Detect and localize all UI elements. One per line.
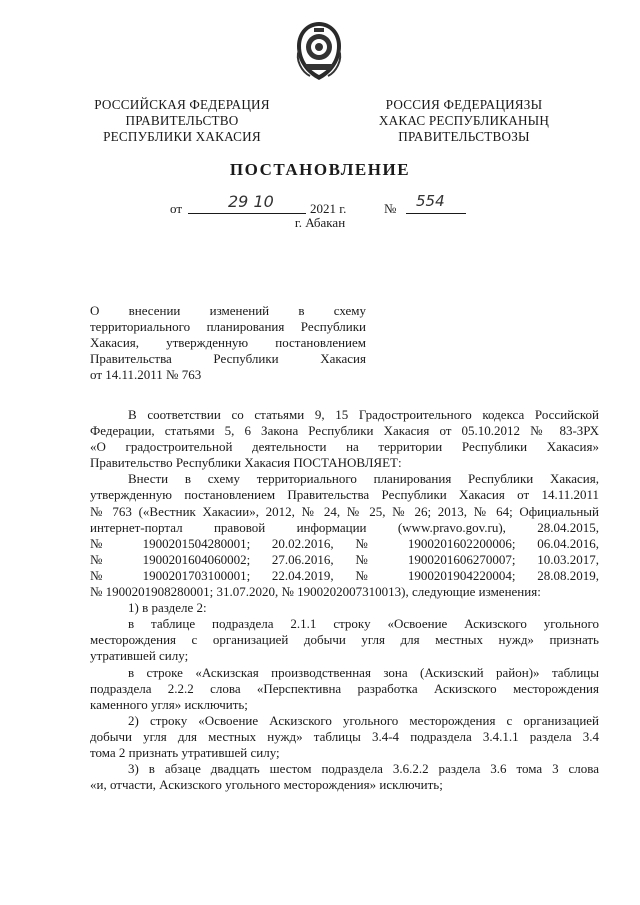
subject-line: Хакасия, утвержденную постановлением <box>90 335 366 350</box>
header-left-line: РЕСПУБЛИКИ ХАКАСИЯ <box>103 129 261 144</box>
header-left <box>82 97 282 145</box>
body-line: Внести в схему территориального планирования Республики Хакасия, <box>128 471 599 487</box>
header-left-line: РОССИЙСКАЯ ФЕДЕРАЦИЯ <box>94 97 270 112</box>
body-line: в таблице подраздела 2.1.1 строку «Освоение Аскизского угольного <box>128 616 599 632</box>
body-line: 3) в абзаце двадцать шестом подраздела 3.6.2.2 раздела 3.6 тома 3 слова <box>128 761 599 777</box>
header-right-line: ПРАВИТЕЛЬСТВОЗЫ <box>398 129 530 144</box>
city-name: г. Абакан <box>294 215 346 230</box>
body-line: «и, отчасти, Аскизского угольного месторождения» исключить; <box>90 777 443 793</box>
body-line: утратившей силу; <box>90 648 189 664</box>
date-underline <box>188 213 306 214</box>
body-line: В соответствии со статьями 9, 15 Градостроительного кодекса Российской <box>128 407 599 422</box>
body-line: 2) строку «Освоение Аскизского угольного месторождения с организацией <box>128 712 599 728</box>
body-line: утвержденную постановлением Правительства Республики Хакасия от 14.11.2011 <box>90 487 599 503</box>
body-line: № 1900201908280001; 31.07.2020, № 1900202007310013), следующие изменения: <box>90 584 541 600</box>
body-line: «О градостроительной деятельности на территории Республики Хакасия» <box>90 439 599 455</box>
body-text <box>90 407 599 793</box>
from-label: от <box>170 201 183 216</box>
subject-line: территориального планирования Республики <box>90 319 366 334</box>
header-right-line: ХАКАС РЕСПУБЛИКАНЫҢ <box>378 113 550 128</box>
body-line: 1) в разделе 2: <box>128 600 207 616</box>
handwritten-date: 29 10 <box>228 192 274 211</box>
body-line: интернет-портал правовой информации (www.pravo.gov.ru), 28.04.2015, <box>90 519 599 535</box>
body-line: № 763 («Вестник Хакасии», 2012, № 24, № 25, № 26; 2013, № 64; Официальный <box>90 503 599 519</box>
year-label: 2021 г. <box>310 201 347 216</box>
number-underline <box>406 213 466 214</box>
handwritten-number: 554 <box>416 192 445 210</box>
body-line: каменного угля» исключить; <box>90 696 248 712</box>
body-line: месторождения с организацией добычи угля для местных нужд» признать <box>90 632 599 648</box>
body-line: Федерации, статьями 5, 6 Закона Республики Хакасия от 05.10.2012 № 83-ЗРХ <box>90 423 599 439</box>
subject-line: О внесении изменений в схему <box>90 303 366 318</box>
body-line: в строке «Аскизская производственная зона (Аскизский район)» таблицы <box>128 664 599 680</box>
header-left-line: ПРАВИТЕЛЬСТВО <box>125 113 239 128</box>
header-right <box>372 97 556 145</box>
document-title: ПОСТАНОВЛЕНИЕ <box>229 160 411 179</box>
body-line: № 1900201504280001; 20.02.2016, № 1900201602200006; 06.04.2016, <box>90 535 599 551</box>
subject-block <box>90 303 366 383</box>
subject-line: Правительства Республики Хакасия <box>90 351 366 366</box>
coat-of-arms-emblem <box>290 20 348 84</box>
header-right-line: РОССИЯ ФЕДЕРАЦИЯЗЫ <box>385 97 543 112</box>
body-line: добычи угля для местных нужд» таблицы 3.4-4 подраздела 3.4.1.1 раздела 3.4 <box>90 728 599 744</box>
number-sign: № <box>384 201 397 216</box>
body-line: № 1900201703100001; 22.04.2019, № 1900201904220004; 28.08.2019, <box>90 567 599 583</box>
body-line: тома 2 признать утратившей силу; <box>90 744 280 760</box>
body-line: Правительство Республики Хакасия ПОСТАНОВЛЯЕТ: <box>90 455 402 471</box>
subject-line: от 14.11.2011 № 763 <box>90 367 202 382</box>
body-line: № 1900201604060002; 27.06.2016, № 1900201606270007; 10.03.2017, <box>90 551 599 567</box>
date-number-line <box>170 192 510 216</box>
body-line: подраздела 2.2.2 слова «Перспективна разработка Аскизского месторождения <box>90 680 599 696</box>
